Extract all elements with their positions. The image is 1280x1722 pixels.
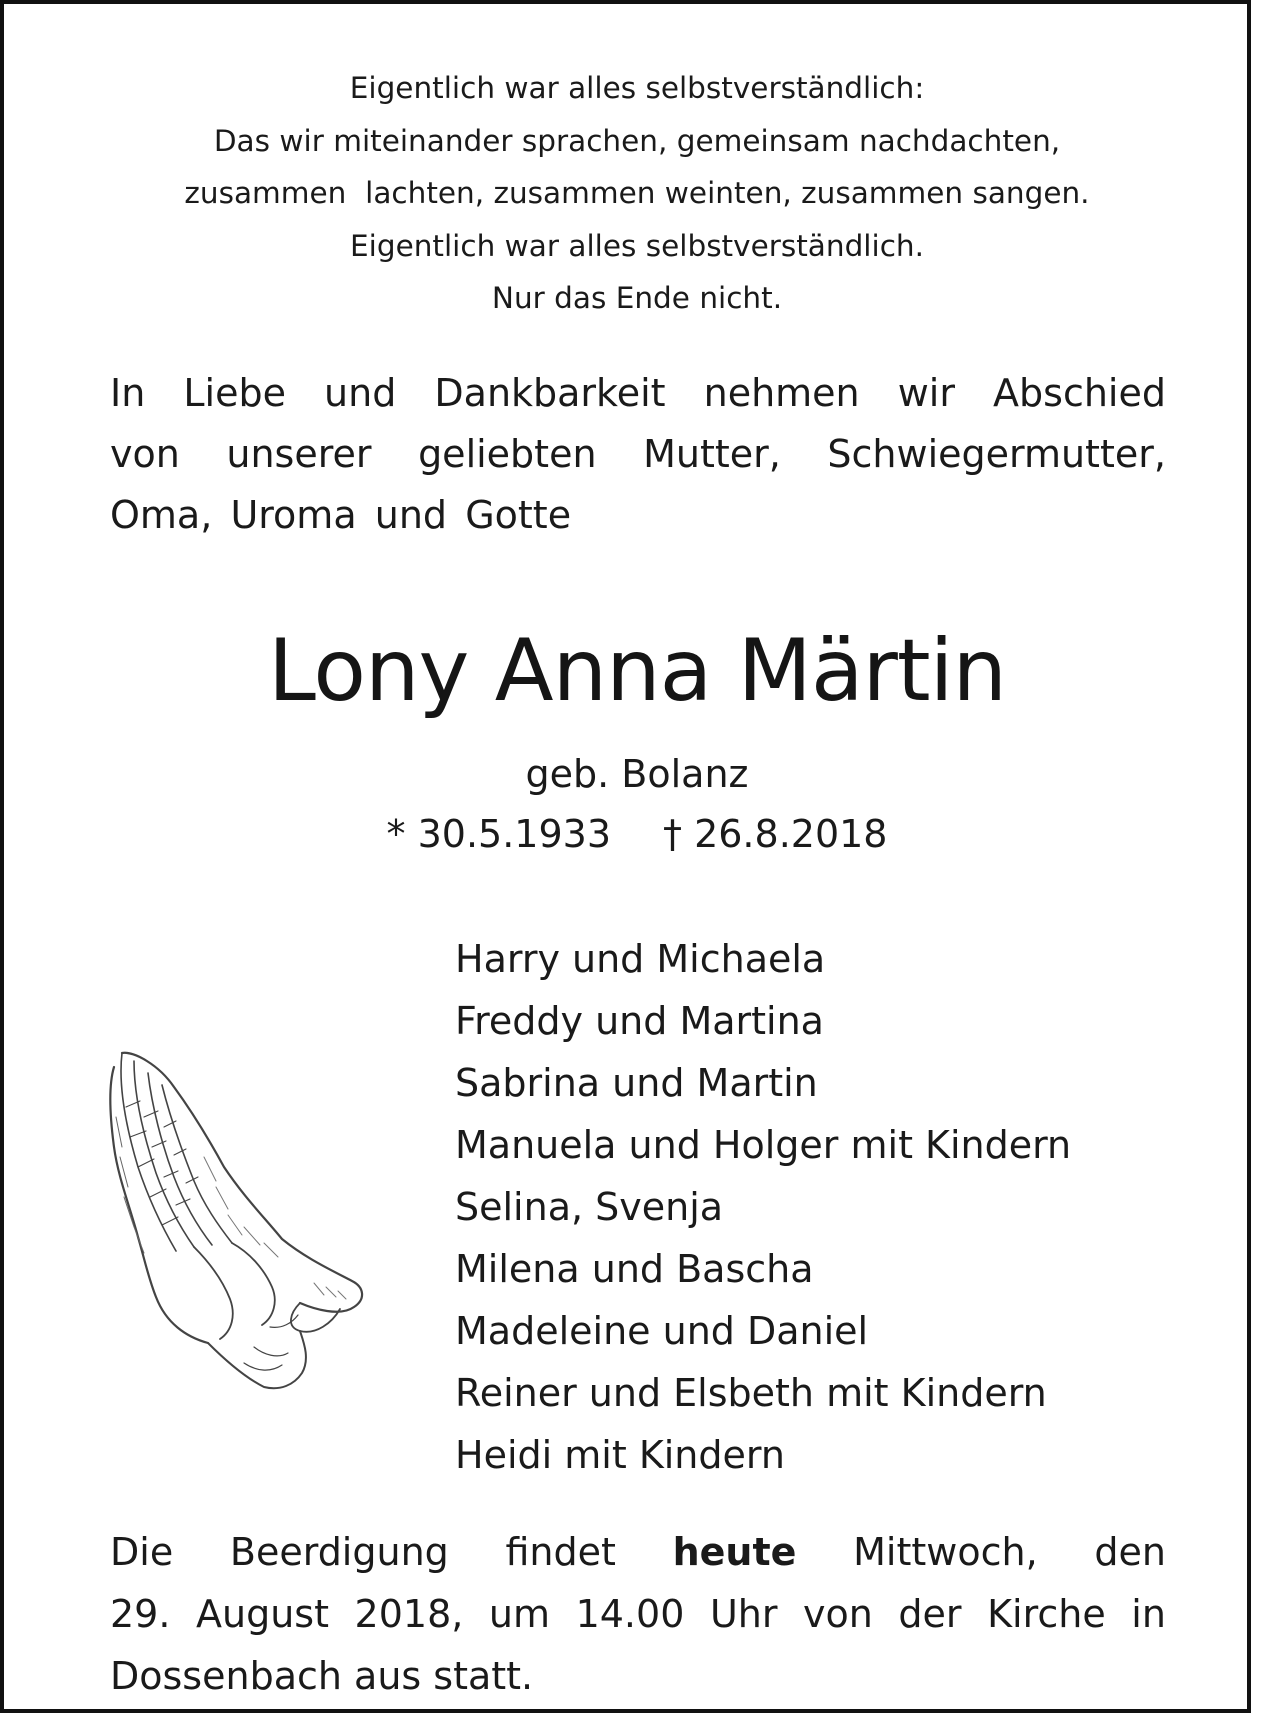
funeral-word: 29. bbox=[110, 1592, 171, 1636]
birth-date: * 30.5.1933 bbox=[386, 812, 611, 856]
poem-line: Das wir miteinander sprachen, gemeinsam nachdachten, bbox=[213, 123, 1061, 158]
intro-word: Abschied bbox=[993, 371, 1166, 415]
funeral-word: August bbox=[196, 1592, 329, 1636]
intro-word: von bbox=[110, 432, 180, 476]
funeral-notice bbox=[110, 1521, 1166, 1707]
funeral-emphasis: heute bbox=[672, 1530, 797, 1574]
intro-word: Mutter, bbox=[643, 432, 781, 476]
intro-line-3: Oma, Uroma und Gotte bbox=[110, 493, 572, 537]
list-item: Milena und Bascha bbox=[455, 1247, 814, 1291]
maiden-name: geb. Bolanz bbox=[525, 752, 749, 796]
intro-line-1 bbox=[110, 363, 1166, 424]
funeral-word: Kirche bbox=[987, 1592, 1106, 1636]
funeral-word: Die bbox=[110, 1530, 174, 1574]
intro-word: Liebe bbox=[183, 371, 286, 415]
poem-line: zusammen lachten, zusammen weinten, zusammen sangen. bbox=[184, 176, 1090, 210]
list-item: Madeleine und Daniel bbox=[455, 1309, 869, 1353]
death-date: † 26.8.2018 bbox=[663, 812, 888, 856]
poem bbox=[44, 62, 1230, 325]
intro-word: und bbox=[324, 371, 397, 415]
praying-hands-icon bbox=[104, 1047, 372, 1392]
intro-text bbox=[110, 363, 1166, 546]
funeral-line-2 bbox=[110, 1583, 1166, 1645]
poem-line: Nur das Ende nicht. bbox=[491, 281, 783, 315]
funeral-line-3: Dossenbach aus statt. bbox=[110, 1654, 534, 1698]
list-item: Reiner und Elsbeth mit Kindern bbox=[455, 1371, 1047, 1415]
deceased-name: Lony Anna Märtin bbox=[267, 621, 1006, 721]
list-item: Manuela und Holger mit Kindern bbox=[455, 1123, 1072, 1167]
funeral-word: Mittwoch, bbox=[853, 1530, 1038, 1574]
funeral-word: in bbox=[1131, 1592, 1166, 1636]
intro-word: geliebten bbox=[418, 432, 597, 476]
funeral-word: findet bbox=[505, 1530, 616, 1574]
intro-word: Dankbarkeit bbox=[434, 371, 666, 415]
list-item: Freddy und Martina bbox=[455, 999, 824, 1043]
poem-line: Eigentlich war alles selbstverständlich. bbox=[350, 228, 924, 263]
list-item: Harry und Michaela bbox=[455, 937, 826, 981]
funeral-word: der bbox=[898, 1592, 962, 1636]
funeral-word: Beerdigung bbox=[229, 1530, 449, 1574]
mourner-list bbox=[455, 928, 1071, 1486]
funeral-line-1 bbox=[110, 1521, 1166, 1583]
intro-word: unserer bbox=[226, 432, 372, 476]
intro-word: wir bbox=[897, 371, 955, 415]
list-item: Heidi mit Kindern bbox=[455, 1433, 785, 1477]
intro-word: nehmen bbox=[703, 371, 860, 415]
funeral-word: Uhr bbox=[709, 1592, 778, 1636]
funeral-word: 2018, bbox=[354, 1592, 464, 1636]
intro-line-2 bbox=[110, 424, 1166, 485]
poem-line: Eigentlich war alles selbstverständlich: bbox=[349, 71, 925, 105]
list-item: Sabrina und Martin bbox=[455, 1061, 818, 1105]
funeral-word: um bbox=[488, 1592, 551, 1636]
intro-word: In bbox=[110, 371, 146, 415]
life-dates bbox=[44, 808, 1230, 860]
intro-word: Schwiegermutter, bbox=[827, 432, 1166, 476]
funeral-word: den bbox=[1094, 1530, 1166, 1574]
list-item: Selina, Svenja bbox=[455, 1185, 724, 1229]
funeral-word: 14.00 bbox=[575, 1592, 685, 1636]
funeral-word: von bbox=[803, 1592, 873, 1636]
